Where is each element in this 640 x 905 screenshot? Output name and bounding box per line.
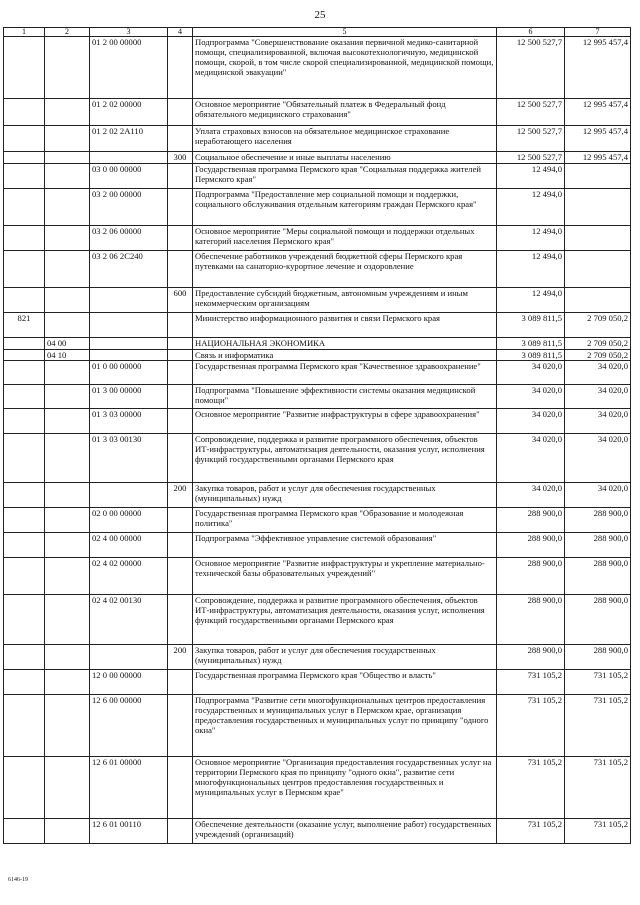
table-row bbox=[4, 409, 631, 434]
budget-table bbox=[3, 27, 631, 844]
expense-type-cell bbox=[168, 819, 193, 844]
target-article-cell bbox=[90, 338, 168, 350]
expense-type-cell: 300 bbox=[168, 152, 193, 164]
section-code-cell bbox=[45, 99, 90, 126]
amount-year1-cell: 3 089 811,5 bbox=[497, 313, 565, 338]
table-row bbox=[4, 385, 631, 409]
amount-year1-cell: 12 500 527,7 bbox=[497, 99, 565, 126]
table-row bbox=[4, 288, 631, 313]
expense-type-cell bbox=[168, 361, 193, 385]
expense-type-cell bbox=[168, 313, 193, 338]
section-code-cell bbox=[45, 288, 90, 313]
description-cell: Министерство информационного развития и связи Пермского края bbox=[193, 313, 497, 338]
amount-year2-cell bbox=[565, 226, 631, 251]
amount-year2-cell: 12 995 457,4 bbox=[565, 99, 631, 126]
amount-year1-cell: 12 494,0 bbox=[497, 189, 565, 226]
amount-year2-cell: 2 709 050,2 bbox=[565, 350, 631, 361]
section-code-cell bbox=[45, 533, 90, 558]
section-code-cell bbox=[45, 595, 90, 645]
amount-year1-cell: 3 089 811,5 bbox=[497, 350, 565, 361]
admin-code-cell bbox=[4, 695, 45, 757]
admin-code-cell bbox=[4, 251, 45, 288]
amount-year2-cell bbox=[565, 164, 631, 189]
expense-type-cell bbox=[168, 595, 193, 645]
amount-year1-cell: 288 900,0 bbox=[497, 558, 565, 595]
column-header: 7 bbox=[565, 28, 631, 37]
amount-year1-cell: 34 020,0 bbox=[497, 434, 565, 483]
target-article-cell: 02 4 00 00000 bbox=[90, 533, 168, 558]
expense-type-cell bbox=[168, 409, 193, 434]
admin-code-cell bbox=[4, 126, 45, 152]
amount-year1-cell: 288 900,0 bbox=[497, 595, 565, 645]
section-code-cell bbox=[45, 126, 90, 152]
admin-code-cell bbox=[4, 99, 45, 126]
amount-year2-cell: 288 900,0 bbox=[565, 645, 631, 670]
amount-year2-cell: 2 709 050,2 bbox=[565, 338, 631, 350]
table-row bbox=[4, 695, 631, 757]
table-row bbox=[4, 361, 631, 385]
description-cell: Основное мероприятие "Организация предоставления государственных услуг на территории Пермского края по принципу "одного окна", развитие сети многофункциональных центров предоставления государственных и муниципальных услуг в Пермском крае" bbox=[193, 757, 497, 819]
section-code-cell bbox=[45, 37, 90, 99]
expense-type-cell bbox=[168, 757, 193, 819]
admin-code-cell bbox=[4, 288, 45, 313]
target-article-cell: 12 0 00 00000 bbox=[90, 670, 168, 695]
column-header: 3 bbox=[90, 28, 168, 37]
admin-code-cell bbox=[4, 385, 45, 409]
admin-code-cell bbox=[4, 533, 45, 558]
description-cell: Основное мероприятие "Развитие инфраструктуры в сфере здравоохранения" bbox=[193, 409, 497, 434]
description-cell: Обеспечение деятельности (оказание услуг, выполнение работ) государственных учреждений (организаций) bbox=[193, 819, 497, 844]
table-row bbox=[4, 434, 631, 483]
expense-type-cell bbox=[168, 99, 193, 126]
amount-year2-cell: 34 020,0 bbox=[565, 434, 631, 483]
admin-code-cell bbox=[4, 670, 45, 695]
amount-year1-cell: 731 105,2 bbox=[497, 819, 565, 844]
amount-year1-cell: 288 900,0 bbox=[497, 508, 565, 533]
description-cell: Уплата страховых взносов на обязательное медицинское страхование неработающего населения bbox=[193, 126, 497, 152]
table-row bbox=[4, 226, 631, 251]
amount-year1-cell: 12 494,0 bbox=[497, 251, 565, 288]
target-article-cell: 12 6 01 00000 bbox=[90, 757, 168, 819]
description-cell: Подпрограмма "Повышение эффективности системы оказания медицинской помощи" bbox=[193, 385, 497, 409]
amount-year2-cell: 731 105,2 bbox=[565, 757, 631, 819]
column-header: 1 bbox=[4, 28, 45, 37]
section-code-cell bbox=[45, 645, 90, 670]
admin-code-cell bbox=[4, 164, 45, 189]
target-article-cell: 12 6 00 00000 bbox=[90, 695, 168, 757]
admin-code-cell bbox=[4, 434, 45, 483]
target-article-cell bbox=[90, 288, 168, 313]
description-cell: Подпрограмма "Предоставление мер социальной помощи и поддержки, социального обслуживания отдельным категориям граждан Пермского края" bbox=[193, 189, 497, 226]
section-code-cell bbox=[45, 226, 90, 251]
description-cell: Основное мероприятие "Развитие инфраструктуры и укрепление материально-технической базы образовательных учреждений" bbox=[193, 558, 497, 595]
expense-type-cell bbox=[168, 350, 193, 361]
amount-year2-cell: 34 020,0 bbox=[565, 385, 631, 409]
admin-code-cell bbox=[4, 508, 45, 533]
description-cell: Государственная программа Пермского края "Социальная поддержка жителей Пермского края" bbox=[193, 164, 497, 189]
amount-year1-cell: 3 089 811,5 bbox=[497, 338, 565, 350]
target-article-cell bbox=[90, 152, 168, 164]
amount-year1-cell: 34 020,0 bbox=[497, 483, 565, 508]
target-article-cell: 12 6 01 00110 bbox=[90, 819, 168, 844]
target-article-cell: 03 2 06 00000 bbox=[90, 226, 168, 251]
description-cell: Основное мероприятие "Меры социальной помощи и поддержки отдельных категорий населения Пермского края" bbox=[193, 226, 497, 251]
amount-year1-cell: 34 020,0 bbox=[497, 385, 565, 409]
description-cell: Государственная программа Пермского края "Качественное здравоохранение" bbox=[193, 361, 497, 385]
table-row bbox=[4, 757, 631, 819]
table-row bbox=[4, 251, 631, 288]
target-article-cell: 03 2 06 2С240 bbox=[90, 251, 168, 288]
table-row bbox=[4, 558, 631, 595]
description-cell: Закупка товаров, работ и услуг для обеспечения государственных (муниципальных) нужд bbox=[193, 645, 497, 670]
section-code-cell bbox=[45, 670, 90, 695]
target-article-cell: 01 0 00 00000 bbox=[90, 361, 168, 385]
expense-type-cell bbox=[168, 434, 193, 483]
amount-year1-cell: 731 105,2 bbox=[497, 695, 565, 757]
section-code-cell bbox=[45, 819, 90, 844]
admin-code-cell bbox=[4, 152, 45, 164]
target-article-cell: 02 0 00 00000 bbox=[90, 508, 168, 533]
expense-type-cell bbox=[168, 533, 193, 558]
table-row bbox=[4, 189, 631, 226]
target-article-cell: 02 4 02 00000 bbox=[90, 558, 168, 595]
amount-year2-cell: 34 020,0 bbox=[565, 483, 631, 508]
table-row bbox=[4, 645, 631, 670]
amount-year1-cell: 731 105,2 bbox=[497, 757, 565, 819]
section-code-cell: 04 10 bbox=[45, 350, 90, 361]
admin-code-cell bbox=[4, 338, 45, 350]
target-article-cell: 03 0 00 00000 bbox=[90, 164, 168, 189]
table-header-row bbox=[4, 28, 631, 37]
amount-year2-cell: 34 020,0 bbox=[565, 409, 631, 434]
description-cell: Связь и информатика bbox=[193, 350, 497, 361]
table-row bbox=[4, 152, 631, 164]
expense-type-cell: 200 bbox=[168, 483, 193, 508]
table-row bbox=[4, 126, 631, 152]
expense-type-cell bbox=[168, 164, 193, 189]
amount-year2-cell bbox=[565, 189, 631, 226]
expense-type-cell bbox=[168, 126, 193, 152]
target-article-cell: 01 3 03 00000 bbox=[90, 409, 168, 434]
target-article-cell bbox=[90, 483, 168, 508]
description-cell: Предоставление субсидий бюджетным, автономным учреждениям и иным некоммерческим организациям bbox=[193, 288, 497, 313]
table-row bbox=[4, 508, 631, 533]
column-header: 2 bbox=[45, 28, 90, 37]
table-row bbox=[4, 350, 631, 361]
section-code-cell bbox=[45, 164, 90, 189]
table-row bbox=[4, 37, 631, 99]
target-article-cell bbox=[90, 350, 168, 361]
table-row bbox=[4, 533, 631, 558]
amount-year2-cell: 12 995 457,4 bbox=[565, 152, 631, 164]
section-code-cell bbox=[45, 434, 90, 483]
section-code-cell: 04 00 bbox=[45, 338, 90, 350]
amount-year1-cell: 12 494,0 bbox=[497, 226, 565, 251]
amount-year2-cell bbox=[565, 288, 631, 313]
amount-year2-cell: 731 105,2 bbox=[565, 695, 631, 757]
section-code-cell bbox=[45, 152, 90, 164]
amount-year1-cell: 12 500 527,7 bbox=[497, 126, 565, 152]
column-header: 4 bbox=[168, 28, 193, 37]
description-cell: Подпрограмма "Эффективное управление системой образования" bbox=[193, 533, 497, 558]
description-cell: Социальное обеспечение и иные выплаты населению bbox=[193, 152, 497, 164]
page-number: 25 bbox=[314, 9, 326, 21]
section-code-cell bbox=[45, 483, 90, 508]
admin-code-cell bbox=[4, 483, 45, 508]
table-row bbox=[4, 99, 631, 126]
amount-year1-cell: 288 900,0 bbox=[497, 645, 565, 670]
section-code-cell bbox=[45, 361, 90, 385]
table-row bbox=[4, 670, 631, 695]
amount-year2-cell: 288 900,0 bbox=[565, 533, 631, 558]
description-cell: Государственная программа Пермского края "Образование и молодежная политика" bbox=[193, 508, 497, 533]
amount-year1-cell: 12 494,0 bbox=[497, 288, 565, 313]
amount-year1-cell: 731 105,2 bbox=[497, 670, 565, 695]
target-article-cell: 02 4 02 00130 bbox=[90, 595, 168, 645]
target-article-cell bbox=[90, 313, 168, 338]
amount-year1-cell: 34 020,0 bbox=[497, 361, 565, 385]
admin-code-cell bbox=[4, 645, 45, 670]
admin-code-cell: 821 bbox=[4, 313, 45, 338]
description-cell: Сопровождение, поддержка и развитие программного обеспечения, объектов ИТ-инфраструктуры, автоматизация деятельности, оказания услуг, исполнения функций государственными органами Пермского края bbox=[193, 434, 497, 483]
admin-code-cell bbox=[4, 189, 45, 226]
table-row bbox=[4, 819, 631, 844]
admin-code-cell bbox=[4, 757, 45, 819]
description-cell: Подпрограмма "Развитие сети многофункциональных центров предоставления государственных и муниципальных услуг в Пермском крае, организация предоставления государственных и муниципальных услуг по принципу "одного окна" bbox=[193, 695, 497, 757]
target-article-cell: 01 2 02 2А110 bbox=[90, 126, 168, 152]
target-article-cell: 01 3 03 00130 bbox=[90, 434, 168, 483]
target-article-cell: 01 2 00 00000 bbox=[90, 37, 168, 99]
admin-code-cell bbox=[4, 226, 45, 251]
amount-year1-cell: 34 020,0 bbox=[497, 409, 565, 434]
amount-year2-cell bbox=[565, 251, 631, 288]
description-cell: Подпрограмма "Совершенствование оказания первичной медико-санитарной помощи, специализированной, включая высокотехнологичную, медицинской помощи, скорой, в том числе скорой специализированной, медицинской помощи, медицинской эвакуации" bbox=[193, 37, 497, 99]
description-cell: Обеспечение работников учреждений бюджетной сферы Пермского края путевками на санаторно-курортное лечение и оздоровление bbox=[193, 251, 497, 288]
section-code-cell bbox=[45, 508, 90, 533]
amount-year2-cell: 288 900,0 bbox=[565, 595, 631, 645]
column-header: 6 bbox=[497, 28, 565, 37]
admin-code-cell bbox=[4, 595, 45, 645]
expense-type-cell bbox=[168, 558, 193, 595]
section-code-cell bbox=[45, 409, 90, 434]
section-code-cell bbox=[45, 251, 90, 288]
description-cell: Сопровождение, поддержка и развитие программного обеспечения, объектов ИТ-инфраструктуры, автоматизация деятельности, оказания услуг, исполнения функций государственными органами Пермского края bbox=[193, 595, 497, 645]
expense-type-cell bbox=[168, 695, 193, 757]
target-article-cell: 01 2 02 00000 bbox=[90, 99, 168, 126]
description-cell: Государственная программа Пермского края "Общество и власть" bbox=[193, 670, 497, 695]
table-row bbox=[4, 164, 631, 189]
expense-type-cell: 200 bbox=[168, 645, 193, 670]
description-cell: Основное мероприятие "Обязательный платеж в Федеральный фонд обязательного медицинского страхования" bbox=[193, 99, 497, 126]
expense-type-cell bbox=[168, 226, 193, 251]
admin-code-cell bbox=[4, 350, 45, 361]
expense-type-cell bbox=[168, 37, 193, 99]
section-code-cell bbox=[45, 385, 90, 409]
admin-code-cell bbox=[4, 409, 45, 434]
section-code-cell bbox=[45, 313, 90, 338]
expense-type-cell: 600 bbox=[168, 288, 193, 313]
table-row bbox=[4, 338, 631, 350]
description-cell: НАЦИОНАЛЬНАЯ ЭКОНОМИКА bbox=[193, 338, 497, 350]
table-row bbox=[4, 595, 631, 645]
expense-type-cell bbox=[168, 670, 193, 695]
amount-year1-cell: 12 500 527,7 bbox=[497, 152, 565, 164]
amount-year2-cell: 731 105,2 bbox=[565, 819, 631, 844]
target-article-cell: 01 3 00 00000 bbox=[90, 385, 168, 409]
amount-year2-cell: 288 900,0 bbox=[565, 508, 631, 533]
description-cell: Закупка товаров, работ и услуг для обеспечения государственных (муниципальных) нужд bbox=[193, 483, 497, 508]
table-row bbox=[4, 483, 631, 508]
amount-year2-cell: 12 995 457,4 bbox=[565, 126, 631, 152]
admin-code-cell bbox=[4, 361, 45, 385]
section-code-cell bbox=[45, 558, 90, 595]
expense-type-cell bbox=[168, 508, 193, 533]
expense-type-cell bbox=[168, 338, 193, 350]
section-code-cell bbox=[45, 189, 90, 226]
amount-year2-cell: 34 020,0 bbox=[565, 361, 631, 385]
table-body bbox=[4, 37, 631, 844]
expense-type-cell bbox=[168, 385, 193, 409]
amount-year2-cell: 12 995 457,4 bbox=[565, 37, 631, 99]
expense-type-cell bbox=[168, 189, 193, 226]
target-article-cell bbox=[90, 645, 168, 670]
amount-year2-cell: 2 709 050,2 bbox=[565, 313, 631, 338]
table-row bbox=[4, 313, 631, 338]
amount-year2-cell: 288 900,0 bbox=[565, 558, 631, 595]
amount-year1-cell: 12 500 527,7 bbox=[497, 37, 565, 99]
section-code-cell bbox=[45, 695, 90, 757]
document-code: 6146-19 bbox=[8, 877, 28, 883]
amount-year1-cell: 288 900,0 bbox=[497, 533, 565, 558]
section-code-cell bbox=[45, 757, 90, 819]
amount-year2-cell: 731 105,2 bbox=[565, 670, 631, 695]
admin-code-cell bbox=[4, 37, 45, 99]
target-article-cell: 03 2 00 00000 bbox=[90, 189, 168, 226]
amount-year1-cell: 12 494,0 bbox=[497, 164, 565, 189]
expense-type-cell bbox=[168, 251, 193, 288]
admin-code-cell bbox=[4, 819, 45, 844]
column-header: 5 bbox=[193, 28, 497, 37]
admin-code-cell bbox=[4, 558, 45, 595]
